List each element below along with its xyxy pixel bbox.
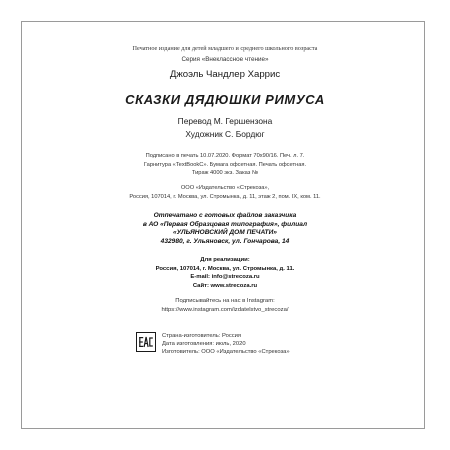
eac-mark-icon bbox=[136, 332, 156, 352]
social-info bbox=[0, 297, 450, 315]
publisher-info bbox=[0, 184, 450, 201]
author-name: Джоэль Чандлер Харрис bbox=[169, 69, 281, 80]
social-invite: Подписывайтесь на нас в Instagram: bbox=[175, 298, 275, 304]
manufacturer-name: Изготовитель: ООО «Издательство «Стрекоза» bbox=[162, 349, 290, 356]
publisher-line: Россия, 107014, г. Москва, ул. Стромынка, д. 11, этаж 2, пом. IX, ком. 11. bbox=[129, 193, 321, 200]
sales-address: Россия, 107014, г. Москва, ул. Стромынка, д. 11. bbox=[155, 265, 295, 272]
print-details-line: Гарнитура «TextBookC». Бумага офсетная. Печать офсетная. bbox=[143, 161, 307, 168]
sales-website: Сайт: www.strecoza.ru bbox=[192, 282, 258, 289]
book-title: СКАЗКИ ДЯДЮШКИ РИМУСА bbox=[125, 92, 325, 107]
printer-line: Отпечатано с готовых файлов заказчика bbox=[153, 212, 297, 219]
publisher-line: ООО «Издательство «Стрекоза», bbox=[180, 185, 270, 191]
manufacture-date: Дата изготовления: июль, 2020 bbox=[162, 341, 246, 348]
series-name: Серия «Внеклассное чтение» bbox=[181, 56, 269, 63]
printer-line: «УЛЬЯНОВСКИЙ ДОМ ПЕЧАТИ» bbox=[173, 229, 277, 236]
print-details bbox=[0, 152, 450, 178]
print-details-line: Тираж 4000 экз. Заказ № bbox=[191, 170, 259, 177]
sales-contacts bbox=[0, 256, 450, 290]
illustrator-credit: Художник С. Бордюг bbox=[185, 129, 265, 139]
print-details-line: Подписано в печать 10.07.2020. Формат 70х90/16. Печ. л. 7. bbox=[145, 153, 305, 159]
manufacturer-country: Страна-изготовитель: Россия bbox=[162, 333, 242, 339]
sales-heading: Для реализации: bbox=[200, 257, 250, 263]
translator-credit: Перевод М. Гершензона bbox=[177, 116, 273, 126]
instagram-link: https://www.instagram.com/izdatelstvo_strecoza/ bbox=[161, 306, 289, 313]
printer-line: 432980, г. Ульяновск, ул. Гончарова, 14 bbox=[160, 237, 290, 245]
sales-email: E-mail: info@strecoza.ru bbox=[190, 274, 260, 281]
manufacturer-details bbox=[162, 332, 290, 357]
printer-info bbox=[0, 212, 450, 246]
audience-note: Печатное издание для детей младшего и среднего школьного возраста bbox=[132, 45, 318, 52]
printer-line: в АО «Первая Образцовая типография», филиал bbox=[142, 220, 308, 228]
